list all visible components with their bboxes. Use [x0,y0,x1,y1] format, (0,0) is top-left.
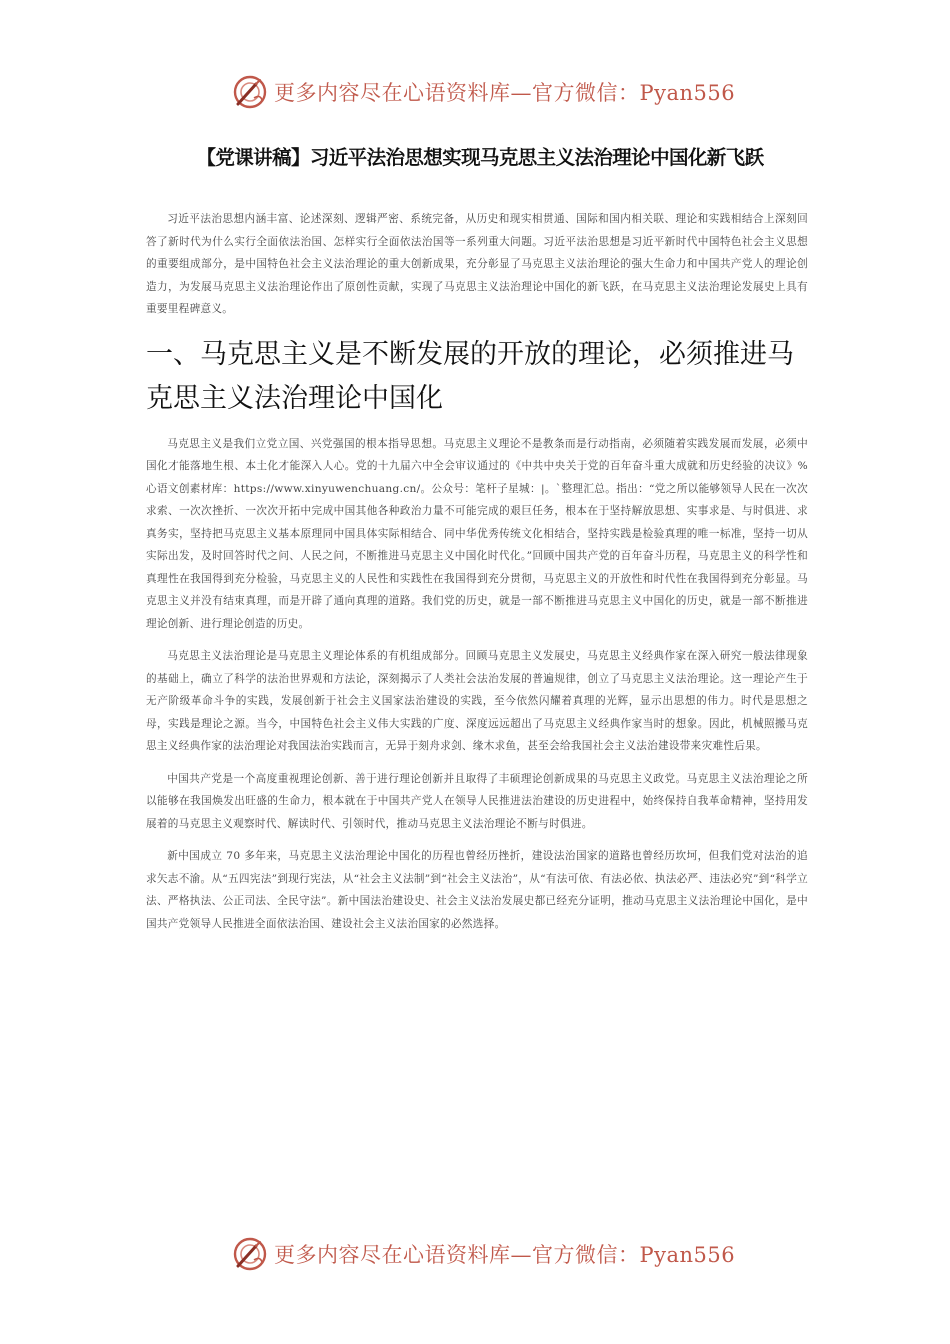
section-heading: 一、马克思主义是不断发展的开放的理论，必须推进马克思主义法治理论中国化 [146,338,794,414]
intro-paragraph: 习近平法治思想内涵丰富、论述深刻、逻辑严密、系统完备，从历史和现实相贯通、国际和国内相关联、理论和实践相结合上深刻回答了新时代为什么实行全面依法治国、怎样实行全面依法治国等一系列重大问题。习近平法治思想是习近平新时代中国特色社会主义思想的重要组成部分，是中国特色社会主义法治理论的重大创新成果，充分彰显了马克思主义法治理论的强大生命力和中国共产党人的理论创造力，为发展马克思主义法治理论作出了原创性贡献，实现了马克思主义法治理论中国化的新飞跃，在马克思主义法治理论发展史上具有重要里程碑意义。 [146,213,808,315]
body-paragraph: 新中国成立 70 多年来，马克思主义法治理论中国化的历程也曾经历挫折，建设法治国家的道路也曾经历坎坷，但我们党对法治的追求矢志不渝。从“五四宪法”到现行宪法，从“社会主义法制”到“社会主义法治”，从“有法可依、有法必依、执法必严、违法必究”到“科学立法、严格执法、公正司法、全民守法”。新中国法治建设史、社会主义法治发展史都已经充分证明，推动马克思主义法治理论中国化，是中国共产党领导人民推进全面依法治国、建设社会主义法治国家的必然选择。 [146,850,808,930]
body-paragraph: 马克思主义是我们立党立国、兴党强国的根本指导思想。马克思主义理论不是教条而是行动指南，必须随着实践发展而发展，必须中国化才能落地生根、本土化才能深入人心。党的十九届六中全会审议通过的《中共中央关于党的百年奋斗重大成就和历史经验的决议》%心语文创素材库：https://www.xinyuwenchuang.cn/。公众号：笔杆子星城：|。`整理汇总。指出：“党之所以能够领导人民在一次次求索、一次次挫折、一次次开拓中完成中国其他各种政治力量不可能完成的艰巨任务，根本在于坚持解放思想、实事求是、与时俱进、求真务实，坚持把马克思主义基本原理同中国具体实际相结合、同中华优秀传统文化相结合，坚持实践是检验真理的唯一标准，坚持一切从实际出发，及时回答时代之问、人民之问，不断推进马克思主义中国化时代化。”回顾中国共产党的百年奋斗历程，马克思主义的科学性和真理性在我国得到充分检验，马克思主义的人民性和实践性在我国得到充分贯彻，马克思主义的开放性和时代性在我国得到充分彰显。马克思主义并没有结束真理，而是开辟了通向真理的道路。我们党的历史，就是一部不断推进马克思主义中国化的历史，就是一部不断推进理论创新、进行理论创造的历史。 [146,437,808,630]
document-title: 【党课讲稿】习近平法治思想实现马克思主义法治理论中国化新飞跃 [196,146,764,169]
banner-text: 更多内容尽在心语资料库—官方微信：Pyan556 [274,81,736,105]
header-banner [232,70,752,114]
brand-logo-icon [232,1236,268,1272]
body-paragraph: 中国共产党是一个高度重视理论创新、善于进行理论创新并且取得了丰硕理论创新成果的马克思主义政党。马克思主义法治理论之所以能够在我国焕发出旺盛的生命力，根本就在于中国共产党人在领导人民推进法治建设的历史进程中，始终保持自我革命精神，坚持用发展着的马克思主义观察时代、解读时代、引领时代，推动马克思主义法治理论不断与时俱进。 [146,772,808,830]
footer-banner [232,1232,752,1276]
brand-logo-icon [232,74,268,110]
document-body [146,208,808,945]
banner-text: 更多内容尽在心语资料库—官方微信：Pyan556 [274,1243,736,1267]
body-paragraph: 马克思主义法治理论是马克思主义理论体系的有机组成部分。回顾马克思主义发展史，马克思主义经典作家在深入研究一般法律现象的基础上，确立了科学的法治世界观和方法论，深刻揭示了人类社会法治发展的普遍规律，创立了马克思主义法治理论。这一理论产生于无产阶级革命斗争的实践，发展创新于社会主义国家法治建设的实践，至今依然闪耀着真理的光辉，显示出思想的伟力。时代是思想之母，实践是理论之源。当今，中国特色社会主义伟大实践的广度、深度远远超出了马克思主义经典作家当时的想象。因此，机械照搬马克思主义经典作家的法治理论对我国法治实践而言，无异于刻舟求剑、缘木求鱼，甚至会给我国社会主义法治建设带来灾难性后果。 [146,650,808,752]
